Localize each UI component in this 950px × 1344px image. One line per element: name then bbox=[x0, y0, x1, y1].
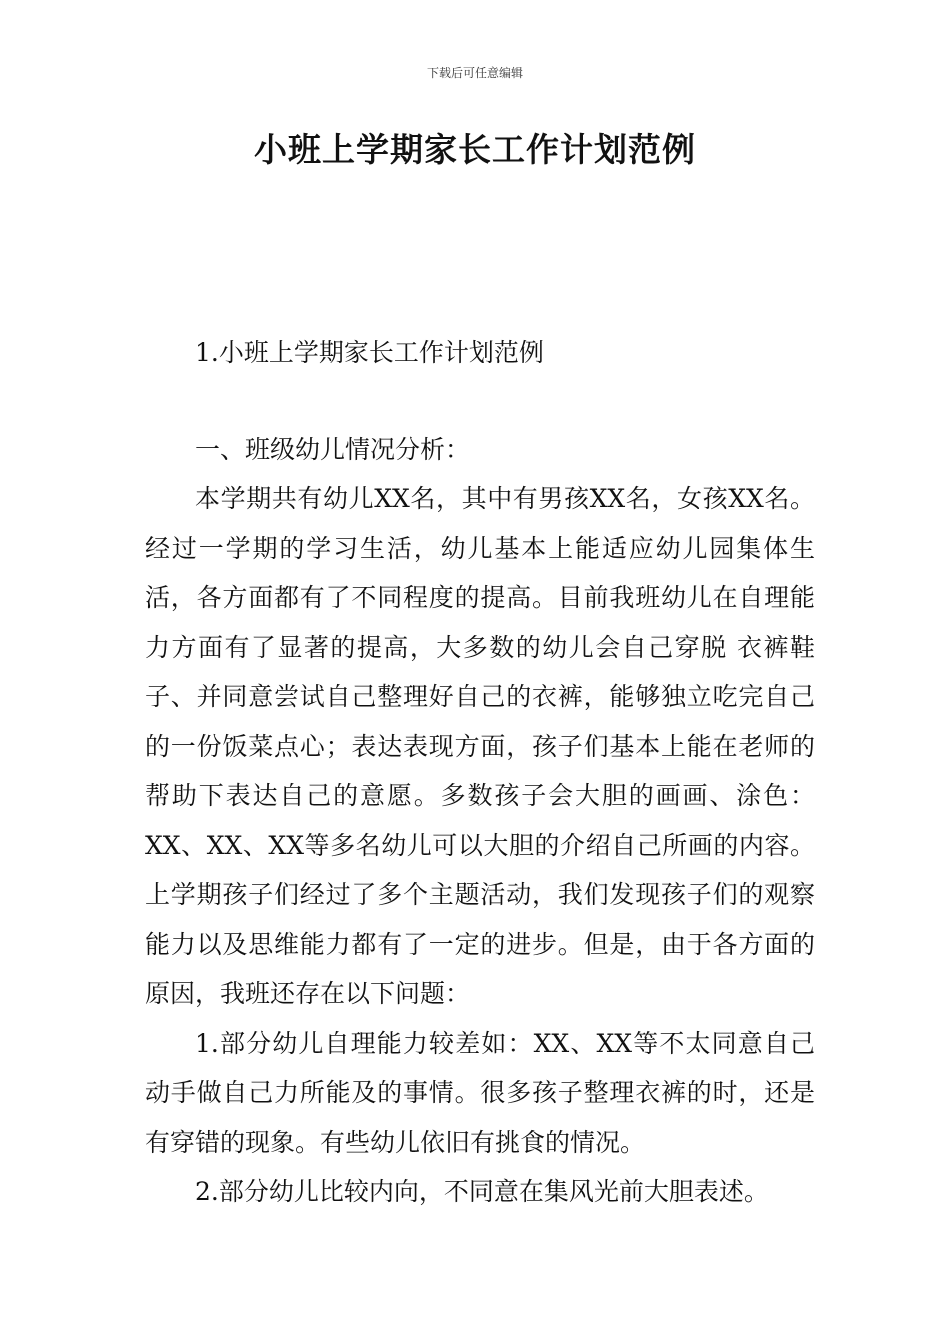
paragraph-spacer bbox=[145, 378, 815, 425]
section-heading-analysis: 一、班级幼儿情况分析： bbox=[195, 434, 471, 464]
body-paragraph-issue-1: 1.部分幼儿自理能力较差如：XX、XX等不太同意自己动手做自己力所能及的事情。很多孩子整理衣裤的时，还是有穿错的现象。有些幼儿依旧有挑食的情况。 bbox=[145, 1028, 815, 1157]
document-title: 小班上学期家长工作计划范例 bbox=[254, 130, 696, 169]
body-paragraph-analysis: 本学期共有幼儿XX名，其中有男孩XX名，女孩XX名。经过一学期的学习生活，幼儿基本上能适应幼儿园集体生活，各方面都有了不同程度的提高。目前我班幼儿在自理能力方面有了显著的提高，大多数的幼儿会自己穿脱 衣裤鞋子、并同意尝试自己整理好自己的衣裤，能够独立吃完自己的一份饭菜点心；表达表现方面，孩子们基本上能在老师的帮助下表达自己的意愿。多数孩子会大胆的画画、涂色：XX、XX、XX等多名幼儿可以大胆的介绍自己所画的内容。上学期孩子们经过了多个主题活动，我们发现孩子们的观察能力以及思维能力都有了一定的进步。但是，由于各方面的原因，我班还存在以下问题： bbox=[145, 484, 815, 1008]
header-note: 下载后可任意编辑 bbox=[426, 66, 523, 80]
document-body bbox=[145, 328, 815, 1217]
section-heading-1: 1.小班上学期家长工作计划范例 bbox=[195, 338, 544, 367]
body-paragraph-issue-2: 2.部分幼儿比较内向，不同意在集风光前大胆表述。 bbox=[195, 1177, 769, 1206]
